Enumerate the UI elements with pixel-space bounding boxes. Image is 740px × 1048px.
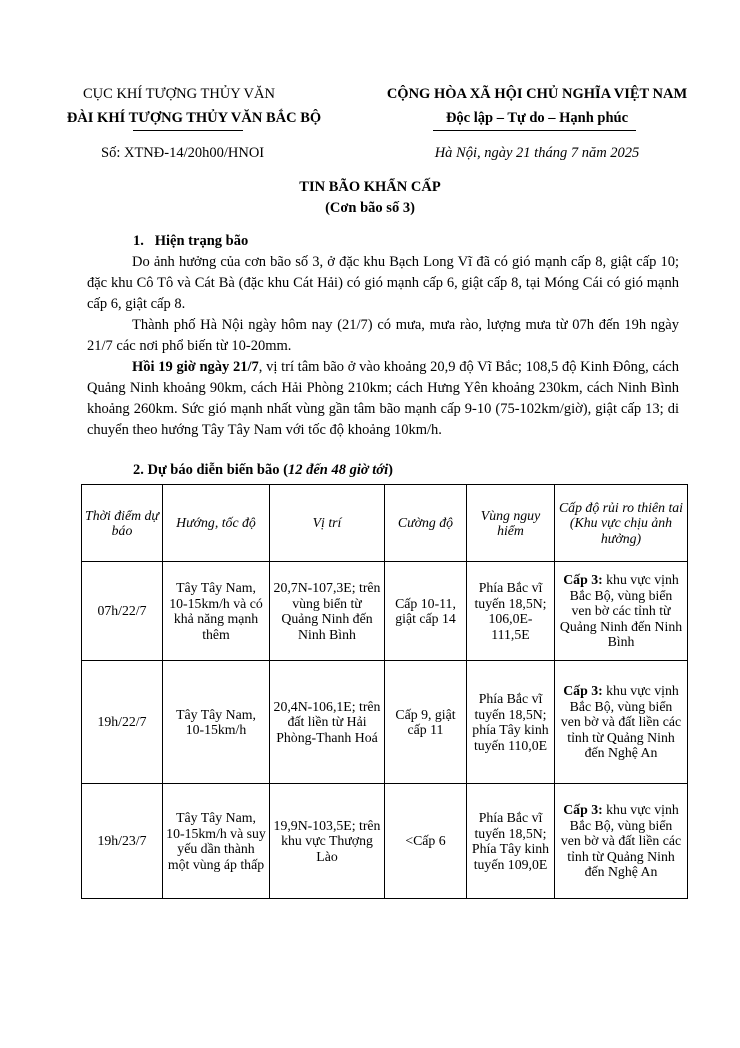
cell-time: 19h/22/7 [82,661,163,784]
document-subtitle: (Cơn bão số 3) [325,200,415,216]
risk-level-label: Cấp 3: [563,572,603,588]
storm-position-text: , vị trí tâm bão ở vào khoảng 20,9 độ Vĩ Bắc; 108,5 độ Kinh Đông, cách Quảng Ninh khoảng 90km, cách Hải Phòng 210km; cách Hưng Yên khoảng 230km, cách Ninh Bình khoảng 260km. Sức gió mạnh nhất vùng gần tâm bão mạnh cấp 9-10 (75-102km/giờ), giật cấp 13; di chuyển theo hướng Tây Tây Nam với tốc độ khoảng 10km/h. [87,359,679,438]
risk-area-text: khu vực vịnh Bắc Bộ, vùng biển ven bờ và đất liền các tỉnh từ Quảng Ninh đến Nghệ An [560,802,682,880]
cell-direction: Tây Tây Nam, 10-15km/h và suy yếu dần thành một vùng áp thấp [163,784,270,899]
cell-danger-zone: Phía Bắc vĩ tuyến 18,5N; phía Tây kinh tuyến 110,0E [467,661,555,784]
cell-time: 19h/23/7 [82,784,163,899]
cell-risk [555,661,688,784]
country-name: CỘNG HÒA XÃ HỘI CHỦ NGHĨA VIỆT NAM [386,86,688,102]
section-1-body [87,252,679,441]
cell-time: 07h/22/7 [82,562,163,661]
motto-underline [433,130,636,131]
cell-risk [555,562,688,661]
section-2-heading [133,462,393,479]
cell-position: 20,7N-107,3E; trên vùng biển từ Quảng Ninh đến Ninh Bình [270,562,385,661]
cell-risk [555,784,688,899]
cell-danger-zone: Phía Bắc vĩ tuyến 18,5N; 106,0E-111,5E [467,562,555,661]
risk-level-label: Cấp 3: [563,683,603,699]
cell-direction: Tây Tây Nam, 10-15km/h và có khả năng mạnh thêm [163,562,270,661]
document-number: Số: XTNĐ-14/20h00/HNOI [101,145,265,161]
cell-intensity: Cấp 10-11, giật cấp 14 [385,562,467,661]
observation-paragraph: Do ảnh hưởng của cơn bão số 3, ở đặc khu Bạch Long Vĩ đã có gió mạnh cấp 8, giật cấp 10; đặc khu Cô Tô và Cát Bà (đặc khu Cát Hải) có gió mạnh cấp 6, giật cấp 8, tại Móng Cái có gió mạnh cấp 6, giật cấp 8. [87,254,679,312]
table-row [82,661,688,784]
header-intensity: Cường độ [385,485,467,562]
section-2-heading-close: ) [388,462,393,478]
cell-danger-zone: Phía Bắc vĩ tuyến 18,5N; Phía Tây kinh tuyến 109,0E [467,784,555,899]
forecast-table [81,484,688,899]
header-direction-speed: Hướng, tốc độ [163,485,270,562]
section-2-heading-italic: 12 đến 48 giờ tới [287,462,389,478]
header-position: Vị trí [270,485,385,562]
table-row [82,562,688,661]
agency-parent: CỤC KHÍ TƯỢNG THỦY VĂN [83,86,275,102]
place-date: Hà Nội, ngày 21 tháng 7 năm 2025 [434,145,640,161]
document-title: TIN BÃO KHẨN CẤP [299,179,441,195]
risk-level-label: Cấp 3: [563,802,603,818]
storm-time-label: Hồi 19 giờ ngày 21/7 [132,359,259,375]
cell-position: 19,9N-103,5E; trên khu vực Thượng Lào [270,784,385,899]
cell-position: 20,4N-106,1E; trên đất liền từ Hải Phòng-Thanh Hoá [270,661,385,784]
hanoi-rain-paragraph: Thành phố Hà Nội ngày hôm nay (21/7) có mưa, mưa rào, lượng mưa từ 07h đến 19h ngày 21/7 các nơi phổ biến từ 10-20mm. [87,317,679,354]
header-danger-zone: Vùng nguy hiểm [467,485,555,562]
cell-intensity: Cấp 9, giật cấp 11 [385,661,467,784]
header-risk-level: Cấp độ rủi ro thiên tai (Khu vực chịu ảnh hưởng) [555,485,688,562]
cell-intensity: <Cấp 6 [385,784,467,899]
table-header-row [82,485,688,562]
header-forecast-time: Thời điểm dự báo [82,485,163,562]
section-1-heading: 1. Hiện trạng bão [133,233,249,249]
cell-direction: Tây Tây Nam, 10-15km/h [163,661,270,784]
risk-area-text: khu vực vịnh Bắc Bộ, vùng biển ven bờ và đất liền các tỉnh từ Quảng Ninh đến Nghệ An [560,683,682,761]
table-row [82,784,688,899]
national-motto: Độc lập – Tự do – Hạnh phúc [445,110,629,126]
section-2-heading-text: 2. Dự báo diễn biến bão ( [133,462,288,478]
agency-underline [133,130,243,131]
storm-position-paragraph [87,357,679,441]
agency-name: ĐÀI KHÍ TƯỢNG THỦY VĂN BẮC BỘ [66,110,322,126]
risk-area-text: khu vực vịnh Bắc Bộ, vùng biển ven bờ các tỉnh từ Quảng Ninh đến Ninh Bình [559,572,683,650]
